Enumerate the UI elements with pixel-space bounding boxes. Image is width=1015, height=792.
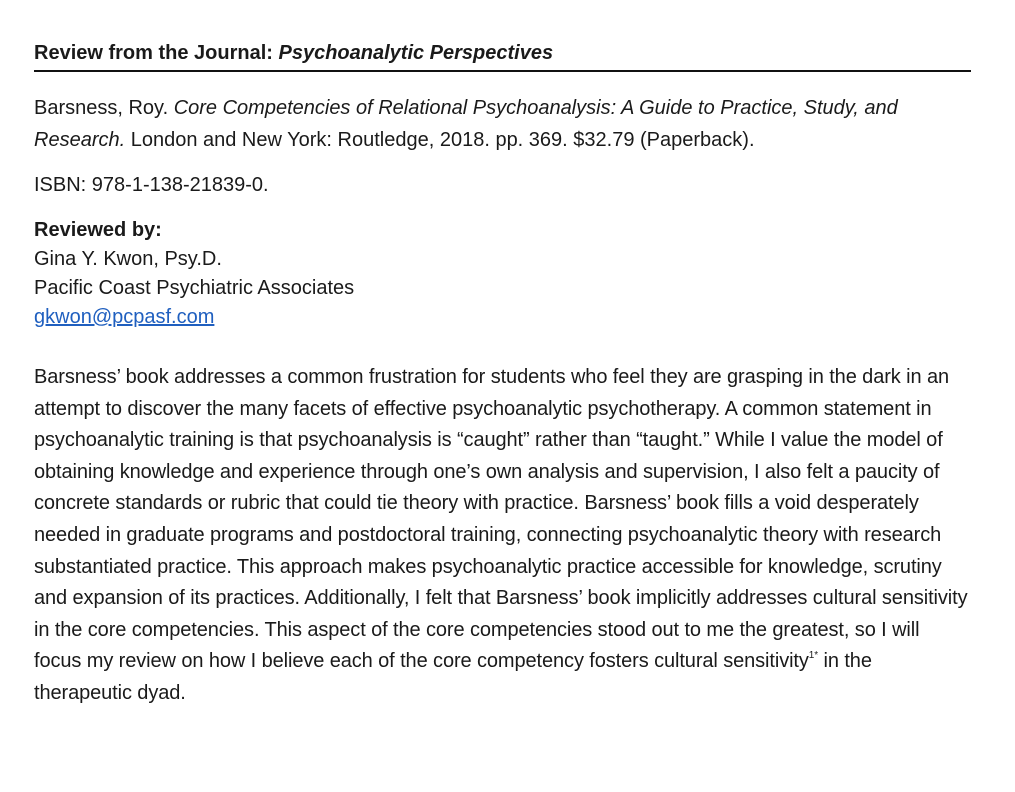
footnote-marker[interactable]: 1*: [808, 649, 819, 661]
book-title: Core Competencies of Relational Psychoanalysis: A Guide to Practice, Study, and Research.: [34, 97, 898, 151]
reviewed-by-label: Reviewed by:: [34, 219, 162, 241]
reviewer-block: [34, 216, 971, 332]
header-prefix: Review from the Journal:: [34, 42, 279, 64]
citation-author: Barsness, Roy.: [34, 97, 174, 119]
review-body-paragraph: [34, 362, 971, 710]
citation-publication: London and New York: Routledge, 2018. pp. 369. $32.79 (Paperback).: [125, 129, 755, 151]
journal-header: [34, 38, 971, 72]
isbn: ISBN: 978-1-138-21839-0.: [34, 174, 269, 196]
book-citation: [34, 92, 971, 156]
body-text-end: in the therapeutic dyad.: [34, 650, 872, 704]
reviewer-name: Gina Y. Kwon, Psy.D.: [34, 248, 222, 270]
journal-name: Psychoanalytic Perspectives: [278, 42, 554, 64]
body-text: Barsness’ book addresses a common frustration for students who feel they are grasping in the dark in an attempt to discover the many facets of effective psychoanalytic psychotherapy. A common statement in psychoanalytic training is that psychoanalysis is “caught” rather than “taught.” While I value the model of obtaining knowledge and experience through one’s own analysis and supervision, I also felt a paucity of concrete standards or rubric that could tie theory with practice. Barsness’ book fills a void desperately needed in graduate programs and postdoctoral training, connecting psychoanalytic theory with research substantiated practice. This approach makes psychoanalytic practice accessible for knowledge, scrutiny and expansion of its practices. Additionally, I felt that Barsness’ book implicitly addresses cultural sensitivity in the core competencies. This aspect of the core competencies stood out to me the greatest, so I will focus my review on how I believe each of the core competency fosters cultural sensitivity: [34, 366, 968, 673]
document-page: [34, 38, 971, 710]
reviewer-email-link[interactable]: gkwon@pcpasf.com: [34, 306, 215, 328]
reviewer-affiliation: Pacific Coast Psychiatric Associates: [34, 277, 355, 299]
